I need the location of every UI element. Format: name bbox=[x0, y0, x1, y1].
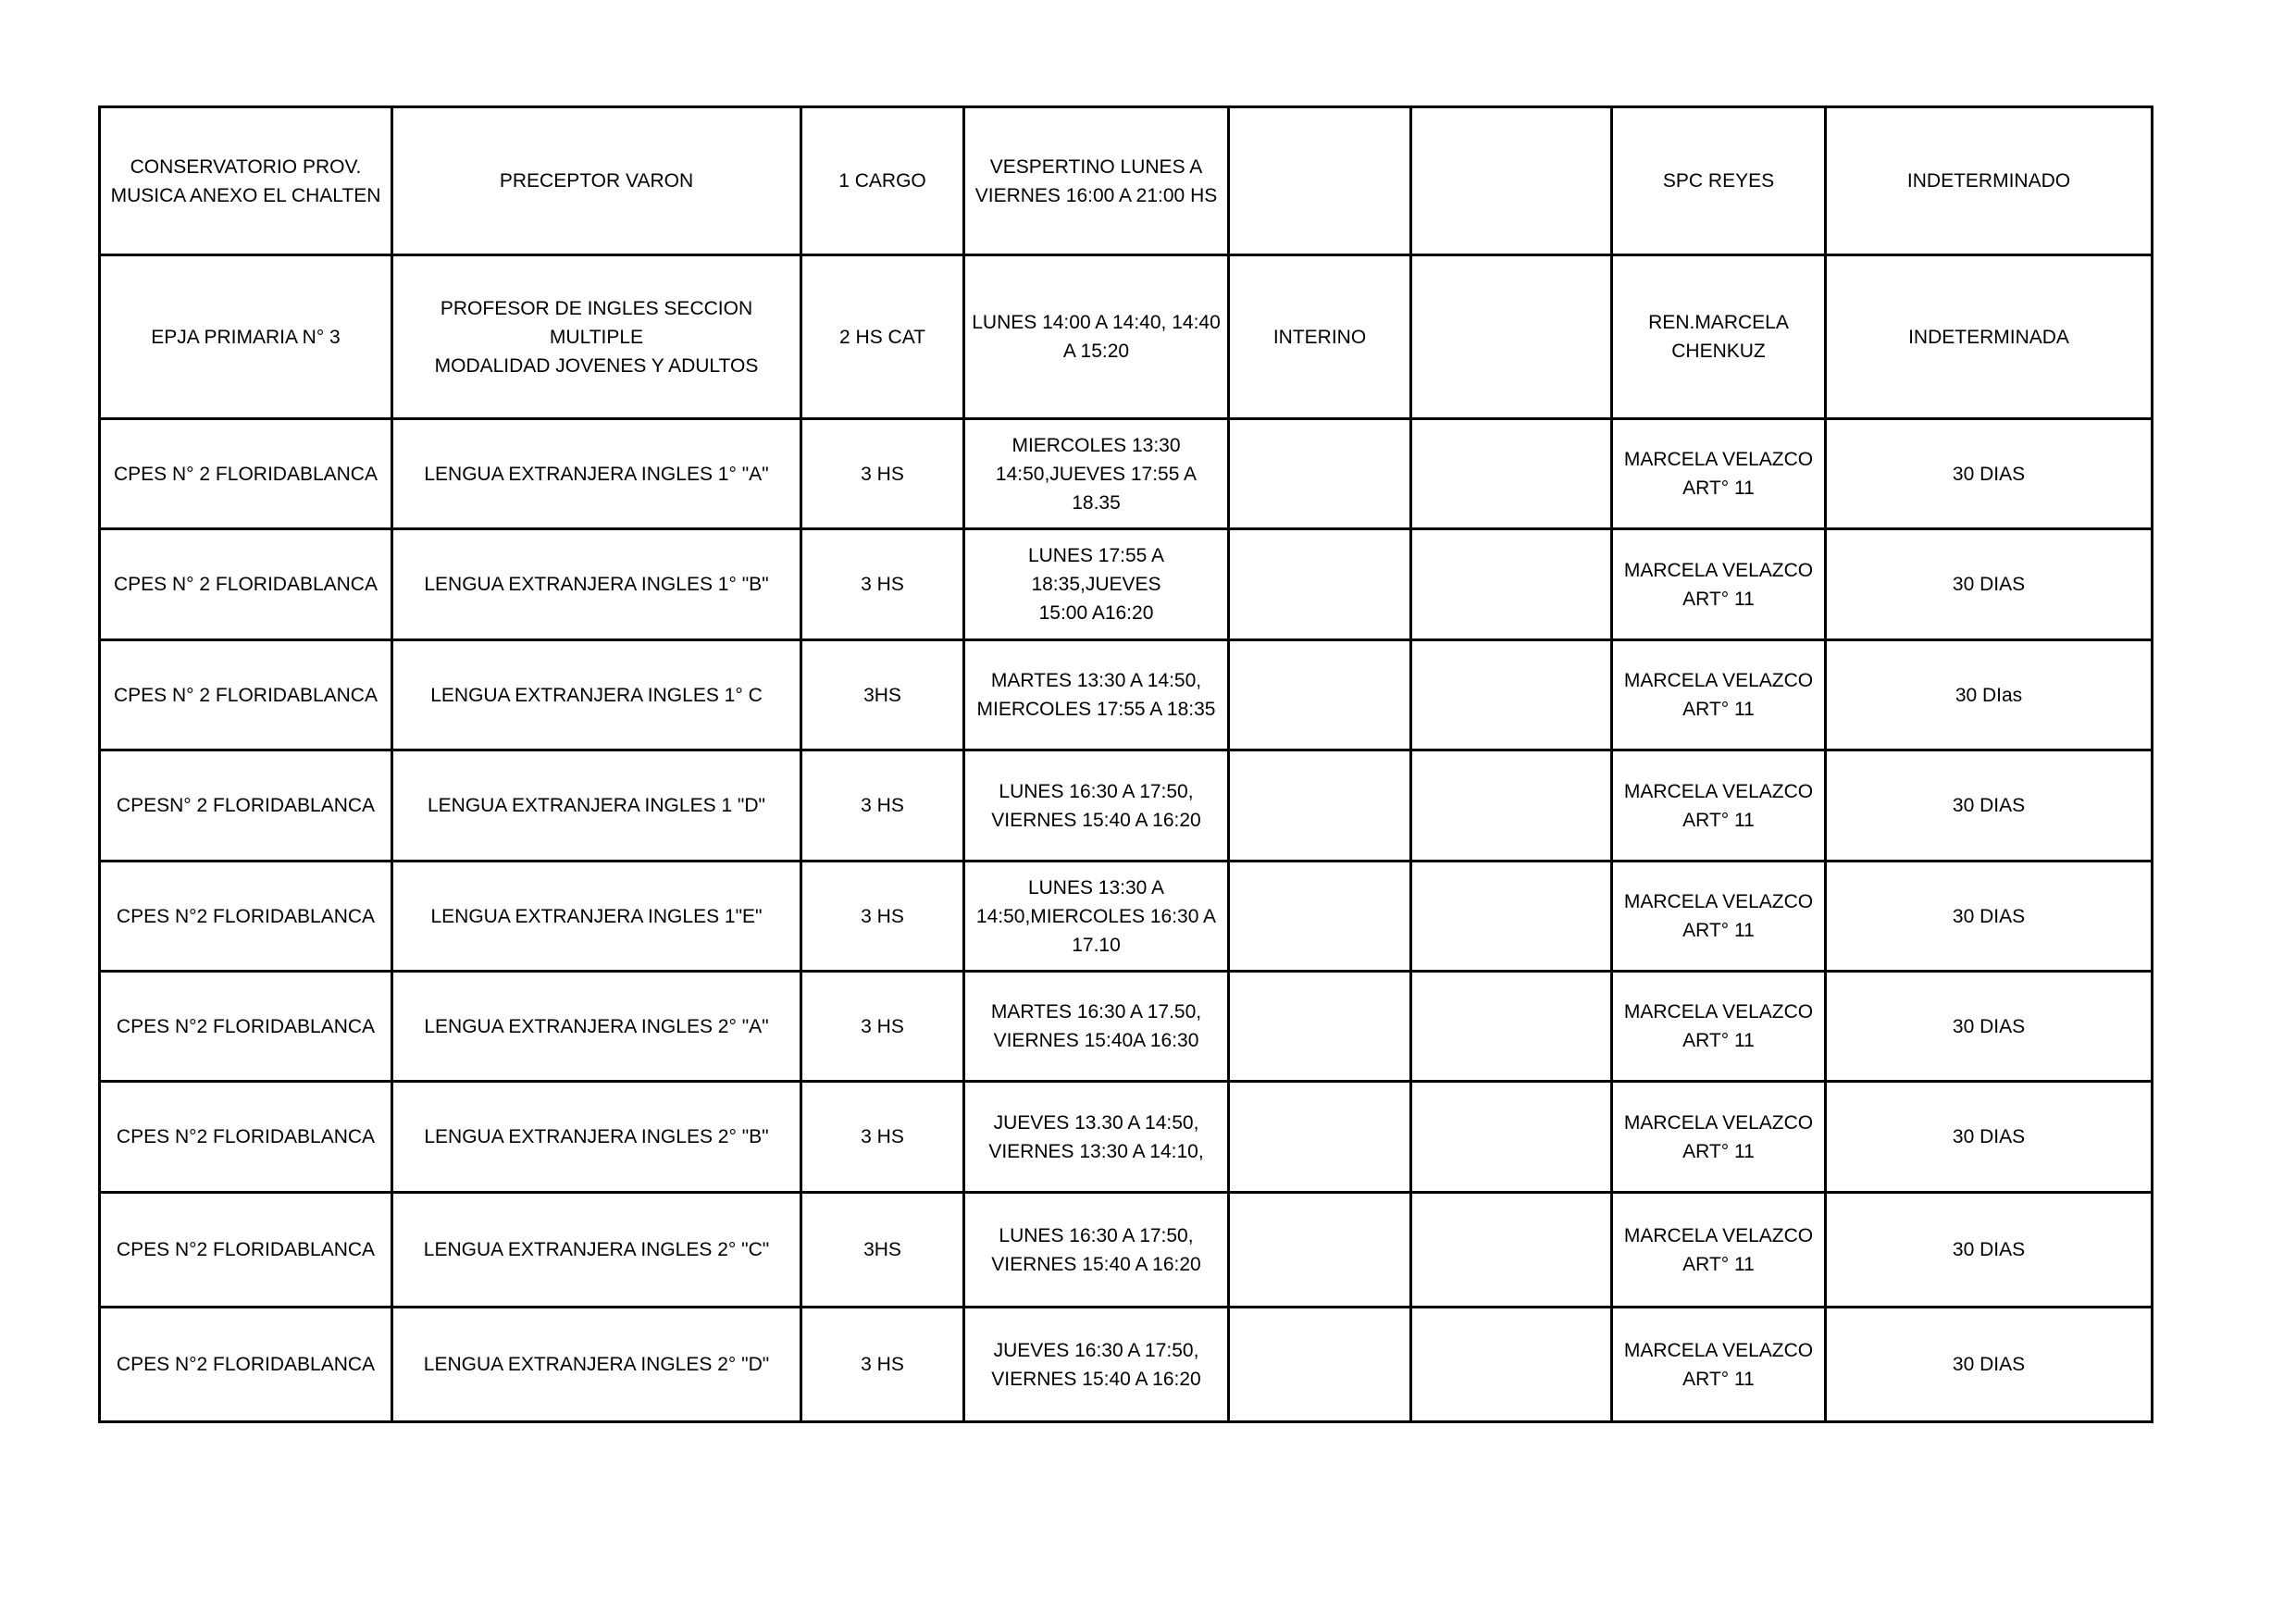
reason-cell bbox=[1612, 107, 1826, 255]
subject-cell bbox=[392, 107, 801, 255]
reason-cell bbox=[1612, 255, 1826, 419]
cell-text: MARCELA VELAZCO ART° 11 bbox=[1623, 1224, 1814, 1275]
cell-text: MARCELA VELAZCO ART° 11 bbox=[1623, 780, 1814, 831]
hours-cell bbox=[801, 640, 964, 750]
cell-text: CPESN° 2 FLORIDABLANCA bbox=[116, 795, 376, 816]
table-row bbox=[100, 862, 2153, 972]
cell-text: MARCELA VELAZCO ART° 11 bbox=[1623, 559, 1814, 610]
schedule-cell bbox=[964, 1082, 1229, 1193]
status-cell bbox=[1229, 529, 1411, 640]
table-row bbox=[100, 529, 2153, 640]
duration-cell bbox=[1826, 640, 2153, 750]
cell-text: 3 HS bbox=[861, 574, 904, 595]
subject-cell bbox=[392, 255, 801, 419]
cell-text: 3 HS bbox=[861, 463, 904, 485]
subject-cell bbox=[392, 862, 801, 972]
table-row bbox=[100, 1308, 2153, 1422]
cell-text: LENGUA EXTRANJERA INGLES 1° C bbox=[430, 684, 763, 706]
duration-cell bbox=[1826, 1308, 2153, 1422]
cell-text: LENGUA EXTRANJERA INGLES 1 "D" bbox=[427, 795, 766, 816]
reason-cell bbox=[1612, 1308, 1826, 1422]
extra-cell bbox=[1411, 862, 1612, 972]
subject-cell bbox=[392, 1308, 801, 1422]
cell-text: JUEVES 13.30 A 14:50, VIERNES 13:30 A 14:10, bbox=[988, 1111, 1204, 1162]
cell-text: 3 HS bbox=[861, 795, 904, 816]
cell-text: CPES N°2 FLORIDABLANCA bbox=[116, 1239, 376, 1260]
school-cell bbox=[100, 750, 392, 862]
status-cell bbox=[1229, 255, 1411, 419]
subject-cell bbox=[392, 419, 801, 529]
school-cell bbox=[100, 1308, 392, 1422]
cell-text: CPES N° 2 FLORIDABLANCA bbox=[114, 684, 378, 706]
status-cell bbox=[1229, 1193, 1411, 1308]
school-cell bbox=[100, 529, 392, 640]
cell-text: 30 DIAS bbox=[1952, 905, 2026, 927]
table-row bbox=[100, 107, 2153, 255]
subject-cell bbox=[392, 1082, 801, 1193]
schedule-cell bbox=[964, 419, 1229, 529]
reason-cell bbox=[1612, 640, 1826, 750]
duration-cell bbox=[1826, 1082, 2153, 1193]
cell-text: 3 HS bbox=[861, 1015, 904, 1037]
extra-cell bbox=[1411, 640, 1612, 750]
status-cell bbox=[1229, 640, 1411, 750]
cell-text: 3HS bbox=[863, 1239, 901, 1260]
table-row bbox=[100, 419, 2153, 529]
cell-text: LENGUA EXTRANJERA INGLES 2° "D" bbox=[423, 1354, 770, 1375]
duration-cell bbox=[1826, 972, 2153, 1082]
hours-cell bbox=[801, 529, 964, 640]
cell-text: INDETERMINADO bbox=[1906, 170, 2071, 192]
extra-cell bbox=[1411, 1193, 1612, 1308]
hours-cell bbox=[801, 750, 964, 862]
hours-cell bbox=[801, 255, 964, 419]
cell-text: MARCELA VELAZCO ART° 11 bbox=[1623, 449, 1814, 499]
extra-cell bbox=[1411, 1082, 1612, 1193]
schedule-cell bbox=[964, 255, 1229, 419]
cell-text: INDETERMINADA bbox=[1908, 326, 2069, 348]
cell-text: 30 DIAS bbox=[1952, 1126, 2026, 1147]
cell-text: SPC REYES bbox=[1662, 170, 1775, 192]
subject-cell bbox=[392, 750, 801, 862]
extra-cell bbox=[1411, 255, 1612, 419]
school-cell bbox=[100, 972, 392, 1082]
hours-cell bbox=[801, 1082, 964, 1193]
extra-cell bbox=[1411, 972, 1612, 1082]
duration-cell bbox=[1826, 529, 2153, 640]
subject-cell bbox=[392, 972, 801, 1082]
extra-cell bbox=[1411, 419, 1612, 529]
cell-text: 30 DIAS bbox=[1952, 1239, 2026, 1260]
table-row bbox=[100, 750, 2153, 862]
reason-cell bbox=[1612, 1082, 1826, 1193]
school-cell bbox=[100, 419, 392, 529]
cell-text: CPES N°2 FLORIDABLANCA bbox=[116, 1126, 376, 1147]
cell-text: MIERCOLES 13:30 14:50,JUEVES 17:55 A 18.35 bbox=[995, 434, 1198, 514]
schedule-cell bbox=[964, 972, 1229, 1082]
reason-cell bbox=[1612, 529, 1826, 640]
cell-text: LENGUA EXTRANJERA INGLES 1"E" bbox=[430, 905, 763, 927]
cell-text: MARCELA VELAZCO ART° 11 bbox=[1623, 670, 1814, 720]
status-cell bbox=[1229, 1082, 1411, 1193]
cell-text: MARCELA VELAZCO ART° 11 bbox=[1623, 1001, 1814, 1051]
reason-cell bbox=[1612, 862, 1826, 972]
hours-cell bbox=[801, 419, 964, 529]
cell-text: LUNES 14:00 A 14:40, 14:40 A 15:20 bbox=[972, 312, 1221, 362]
cell-text: CPES N° 2 FLORIDABLANCA bbox=[114, 574, 378, 595]
cell-text: 30 DIAS bbox=[1952, 1015, 2026, 1037]
cell-text: LUNES 16:30 A 17:50, VIERNES 15:40 A 16:20 bbox=[991, 780, 1201, 831]
table-row bbox=[100, 255, 2153, 419]
cell-text: MARTES 13:30 A 14:50, MIERCOLES 17:55 A 18:35 bbox=[976, 670, 1216, 720]
duration-cell bbox=[1826, 255, 2153, 419]
duration-cell bbox=[1826, 419, 2153, 529]
reason-cell bbox=[1612, 750, 1826, 862]
school-cell bbox=[100, 862, 392, 972]
hours-cell bbox=[801, 1308, 964, 1422]
school-cell bbox=[100, 1082, 392, 1193]
subject-cell bbox=[392, 1193, 801, 1308]
cell-text: PROFESOR DE INGLES SECCION MULTIPLE MODALIDAD JOVENES Y ADULTOS bbox=[434, 297, 759, 377]
subject-cell bbox=[392, 640, 801, 750]
cell-text: PRECEPTOR VARON bbox=[499, 170, 694, 192]
cell-text: CPES N°2 FLORIDABLANCA bbox=[116, 905, 376, 927]
table-body bbox=[100, 107, 2153, 1422]
cell-text: REN.MARCELA CHENKUZ bbox=[1648, 312, 1789, 362]
school-cell bbox=[100, 640, 392, 750]
schedule-cell bbox=[964, 750, 1229, 862]
cell-text: VESPERTINO LUNES A VIERNES 16:00 A 21:00 HS bbox=[974, 155, 1218, 206]
cell-text: EPJA PRIMARIA N° 3 bbox=[151, 326, 341, 348]
cell-text: 30 DIAS bbox=[1952, 574, 2026, 595]
duration-cell bbox=[1826, 1193, 2153, 1308]
cell-text: LENGUA EXTRANJERA INGLES 1° "B" bbox=[424, 574, 769, 595]
schedule-cell bbox=[964, 862, 1229, 972]
cell-text: JUEVES 16:30 A 17:50, VIERNES 15:40 A 16:20 bbox=[991, 1339, 1201, 1390]
cell-text: LUNES 17:55 A 18:35,JUEVES 15:00 A16:20 bbox=[1027, 545, 1165, 624]
cell-text: LENGUA EXTRANJERA INGLES 1° "A" bbox=[424, 463, 769, 485]
school-cell bbox=[100, 255, 392, 419]
schedule-cell bbox=[964, 529, 1229, 640]
cell-text: 30 DIas bbox=[1955, 684, 2023, 706]
duration-cell bbox=[1826, 750, 2153, 862]
vacancies-table bbox=[98, 105, 2153, 1423]
cell-text: MARCELA VELAZCO ART° 11 bbox=[1623, 1339, 1814, 1390]
reason-cell bbox=[1612, 419, 1826, 529]
status-cell bbox=[1229, 107, 1411, 255]
cell-text: 30 DIAS bbox=[1952, 795, 2026, 816]
hours-cell bbox=[801, 972, 964, 1082]
status-cell bbox=[1229, 972, 1411, 1082]
cell-text: CPES N°2 FLORIDABLANCA bbox=[116, 1354, 376, 1375]
extra-cell bbox=[1411, 1308, 1612, 1422]
cell-text: 30 DIAS bbox=[1952, 1354, 2026, 1375]
cell-text: LENGUA EXTRANJERA INGLES 2° "C" bbox=[423, 1239, 770, 1260]
schedule-cell bbox=[964, 107, 1229, 255]
hours-cell bbox=[801, 107, 964, 255]
school-cell bbox=[100, 1193, 392, 1308]
hours-cell bbox=[801, 1193, 964, 1308]
cell-text: 3 HS bbox=[861, 1354, 904, 1375]
cell-text: 30 DIAS bbox=[1952, 463, 2026, 485]
cell-text: 1 CARGO bbox=[838, 170, 926, 192]
cell-text: 3 HS bbox=[861, 905, 904, 927]
extra-cell bbox=[1411, 529, 1612, 640]
cell-text: CPES N° 2 FLORIDABLANCA bbox=[114, 463, 378, 485]
table-row bbox=[100, 1082, 2153, 1193]
cell-text: CPES N°2 FLORIDABLANCA bbox=[116, 1015, 376, 1037]
cell-text: 3 HS bbox=[861, 1126, 904, 1147]
cell-text: LENGUA EXTRANJERA INGLES 2° "A" bbox=[424, 1015, 769, 1037]
subject-cell bbox=[392, 529, 801, 640]
schedule-cell bbox=[964, 1308, 1229, 1422]
extra-cell bbox=[1411, 107, 1612, 255]
hours-cell bbox=[801, 862, 964, 972]
duration-cell bbox=[1826, 862, 2153, 972]
cell-text: LUNES 13:30 A 14:50,MIERCOLES 16:30 A 17.10 bbox=[975, 876, 1217, 956]
cell-text: MARCELA VELAZCO ART° 11 bbox=[1623, 1111, 1814, 1162]
reason-cell bbox=[1612, 1193, 1826, 1308]
cell-text: LENGUA EXTRANJERA INGLES 2° "B" bbox=[424, 1126, 769, 1147]
school-cell bbox=[100, 107, 392, 255]
reason-cell bbox=[1612, 972, 1826, 1082]
cell-text: MARTES 16:30 A 17.50, VIERNES 15:40A 16:30 bbox=[990, 1001, 1202, 1051]
status-cell bbox=[1229, 1308, 1411, 1422]
status-cell bbox=[1229, 419, 1411, 529]
status-cell bbox=[1229, 750, 1411, 862]
cell-text: CONSERVATORIO PROV. MUSICA ANEXO EL CHALTEN bbox=[110, 155, 381, 206]
extra-cell bbox=[1411, 750, 1612, 862]
status-cell bbox=[1229, 862, 1411, 972]
duration-cell bbox=[1826, 107, 2153, 255]
cell-text: LUNES 16:30 A 17:50, VIERNES 15:40 A 16:20 bbox=[991, 1224, 1201, 1275]
table-row bbox=[100, 1193, 2153, 1308]
cell-text: 2 HS CAT bbox=[839, 326, 925, 348]
cell-text: 3HS bbox=[863, 684, 901, 706]
cell-text: INTERINO bbox=[1272, 326, 1367, 348]
schedule-cell bbox=[964, 1193, 1229, 1308]
schedule-cell bbox=[964, 640, 1229, 750]
cell-text: MARCELA VELAZCO ART° 11 bbox=[1623, 891, 1814, 941]
table-row bbox=[100, 972, 2153, 1082]
table-row bbox=[100, 640, 2153, 750]
